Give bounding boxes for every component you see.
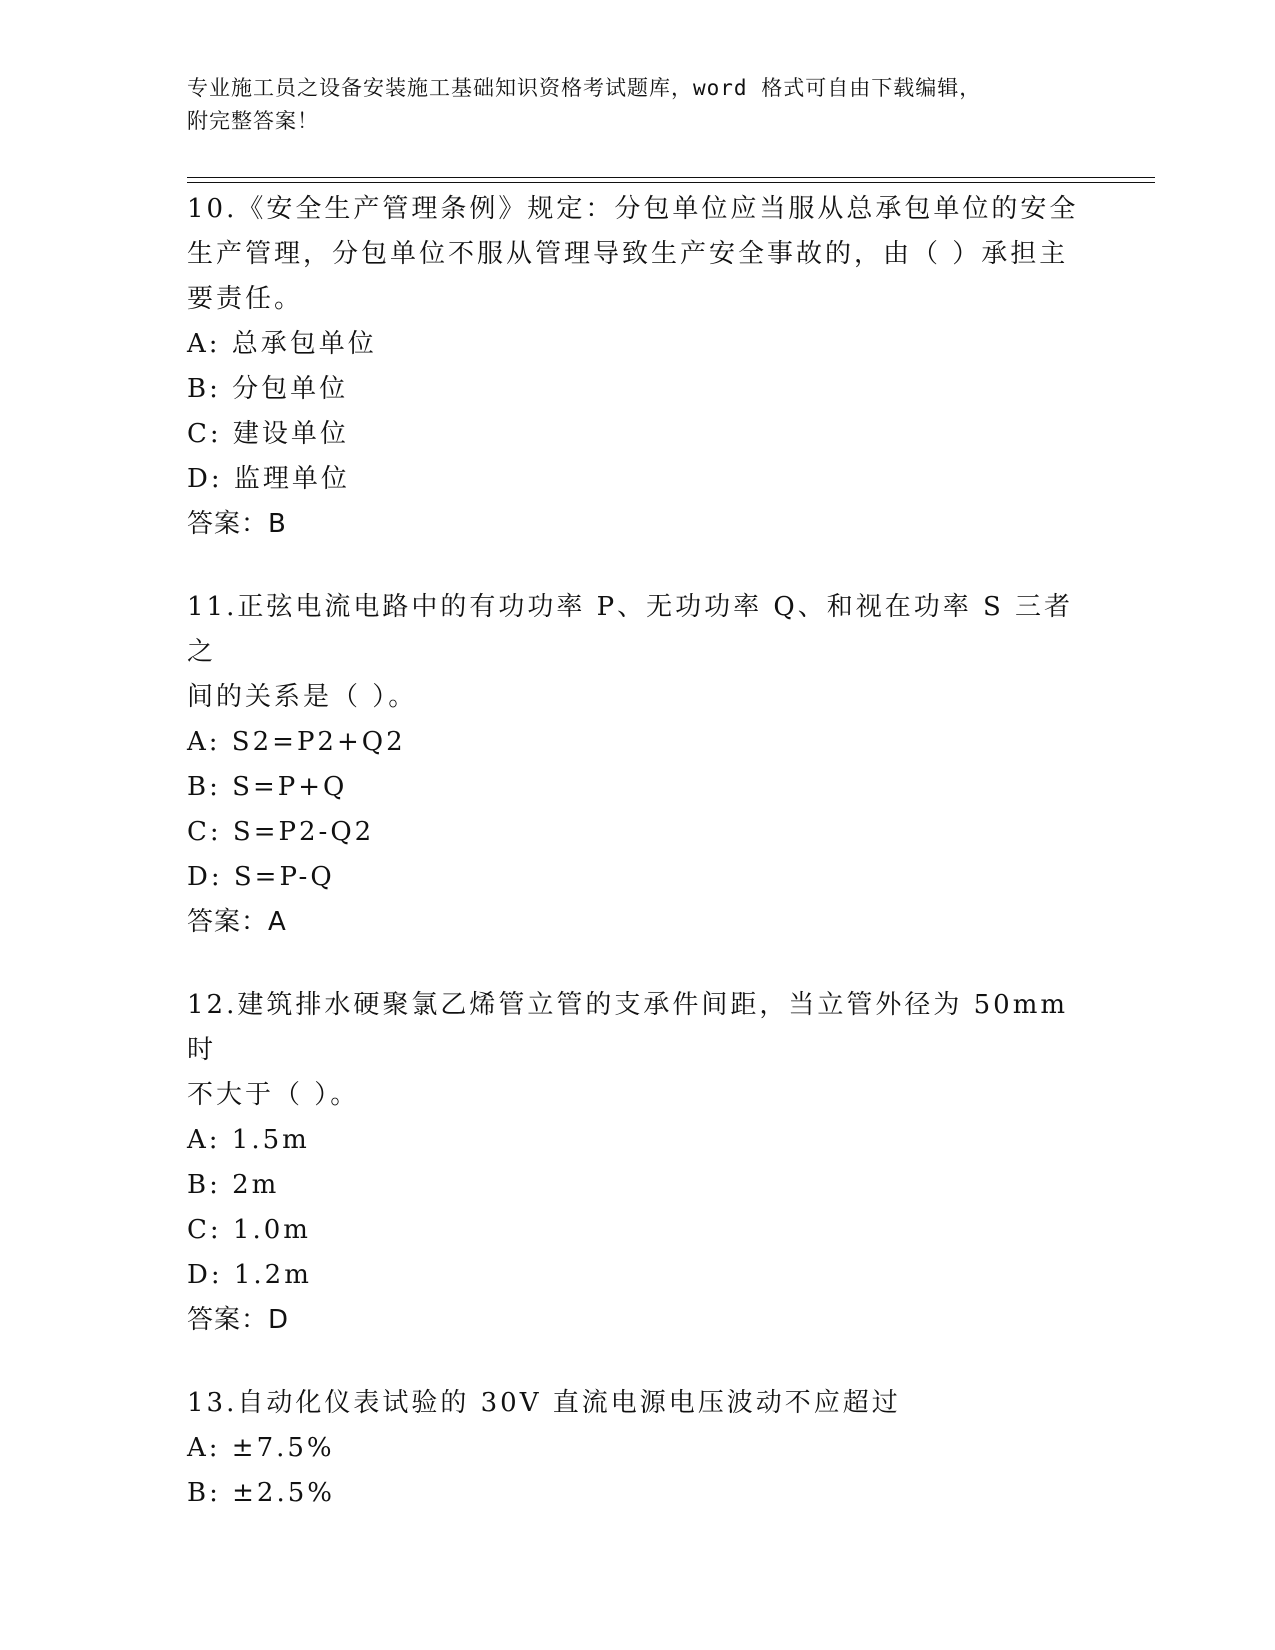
header-divider-top bbox=[187, 177, 1155, 178]
question-text: 12.建筑排水硬聚氯乙烯管立管的支承件间距，当立管外径为 50mm 时 bbox=[187, 990, 1069, 1065]
option-d: D: S=P-Q bbox=[187, 862, 335, 892]
header-divider-bottom bbox=[187, 182, 1155, 183]
option-c: C: 1.0m bbox=[187, 1215, 311, 1245]
question-text: 生产管理，分包单位不服从管理导致生产安全事故的，由（ ）承担主 bbox=[187, 239, 1069, 269]
question-13 bbox=[187, 1381, 1087, 1516]
answer-line: 答案：A bbox=[187, 907, 287, 937]
option-b: B: S=P+Q bbox=[187, 772, 348, 802]
answer-line: 答案：B bbox=[187, 509, 287, 539]
option-a: A: 1.5m bbox=[187, 1125, 310, 1155]
option-b: B: 2m bbox=[187, 1170, 280, 1200]
question-text: 要责任。 bbox=[187, 284, 304, 314]
answer-line: 答案：D bbox=[187, 1305, 290, 1335]
option-c: C: S=P2-Q2 bbox=[187, 817, 375, 847]
document-header bbox=[187, 72, 1087, 138]
question-text: 间的关系是（ ）。 bbox=[187, 682, 418, 712]
option-a: A: S2=P2+Q2 bbox=[187, 727, 406, 757]
header-line-1: 专业施工员之设备安装施工基础知识资格考试题库，word 格式可自由下载编辑， bbox=[187, 76, 982, 100]
option-b: B: ±2.5% bbox=[187, 1478, 335, 1508]
question-text: 11.正弦电流电路中的有功功率 P、无功功率 Q、和视在功率 S 三者之 bbox=[187, 592, 1074, 667]
option-d: D: 监理单位 bbox=[187, 464, 350, 494]
question-list bbox=[187, 187, 1087, 1554]
question-11 bbox=[187, 585, 1087, 945]
question-text: 13.自动化仪表试验的 30V 直流电源电压波动不应超过 bbox=[187, 1388, 901, 1418]
question-10 bbox=[187, 187, 1087, 547]
question-text: 不大于（ ）。 bbox=[187, 1080, 360, 1110]
option-a: A: ±7.5% bbox=[187, 1433, 335, 1463]
question-12 bbox=[187, 983, 1087, 1343]
header-line-2: 附完整答案！ bbox=[187, 109, 319, 133]
option-b: B: 分包单位 bbox=[187, 374, 349, 404]
option-d: D: 1.2m bbox=[187, 1260, 312, 1290]
option-a: A: 总承包单位 bbox=[187, 329, 377, 359]
question-text: 10.《安全生产管理条例》规定：分包单位应当服从总承包单位的安全 bbox=[187, 194, 1079, 224]
option-c: C: 建设单位 bbox=[187, 419, 349, 449]
